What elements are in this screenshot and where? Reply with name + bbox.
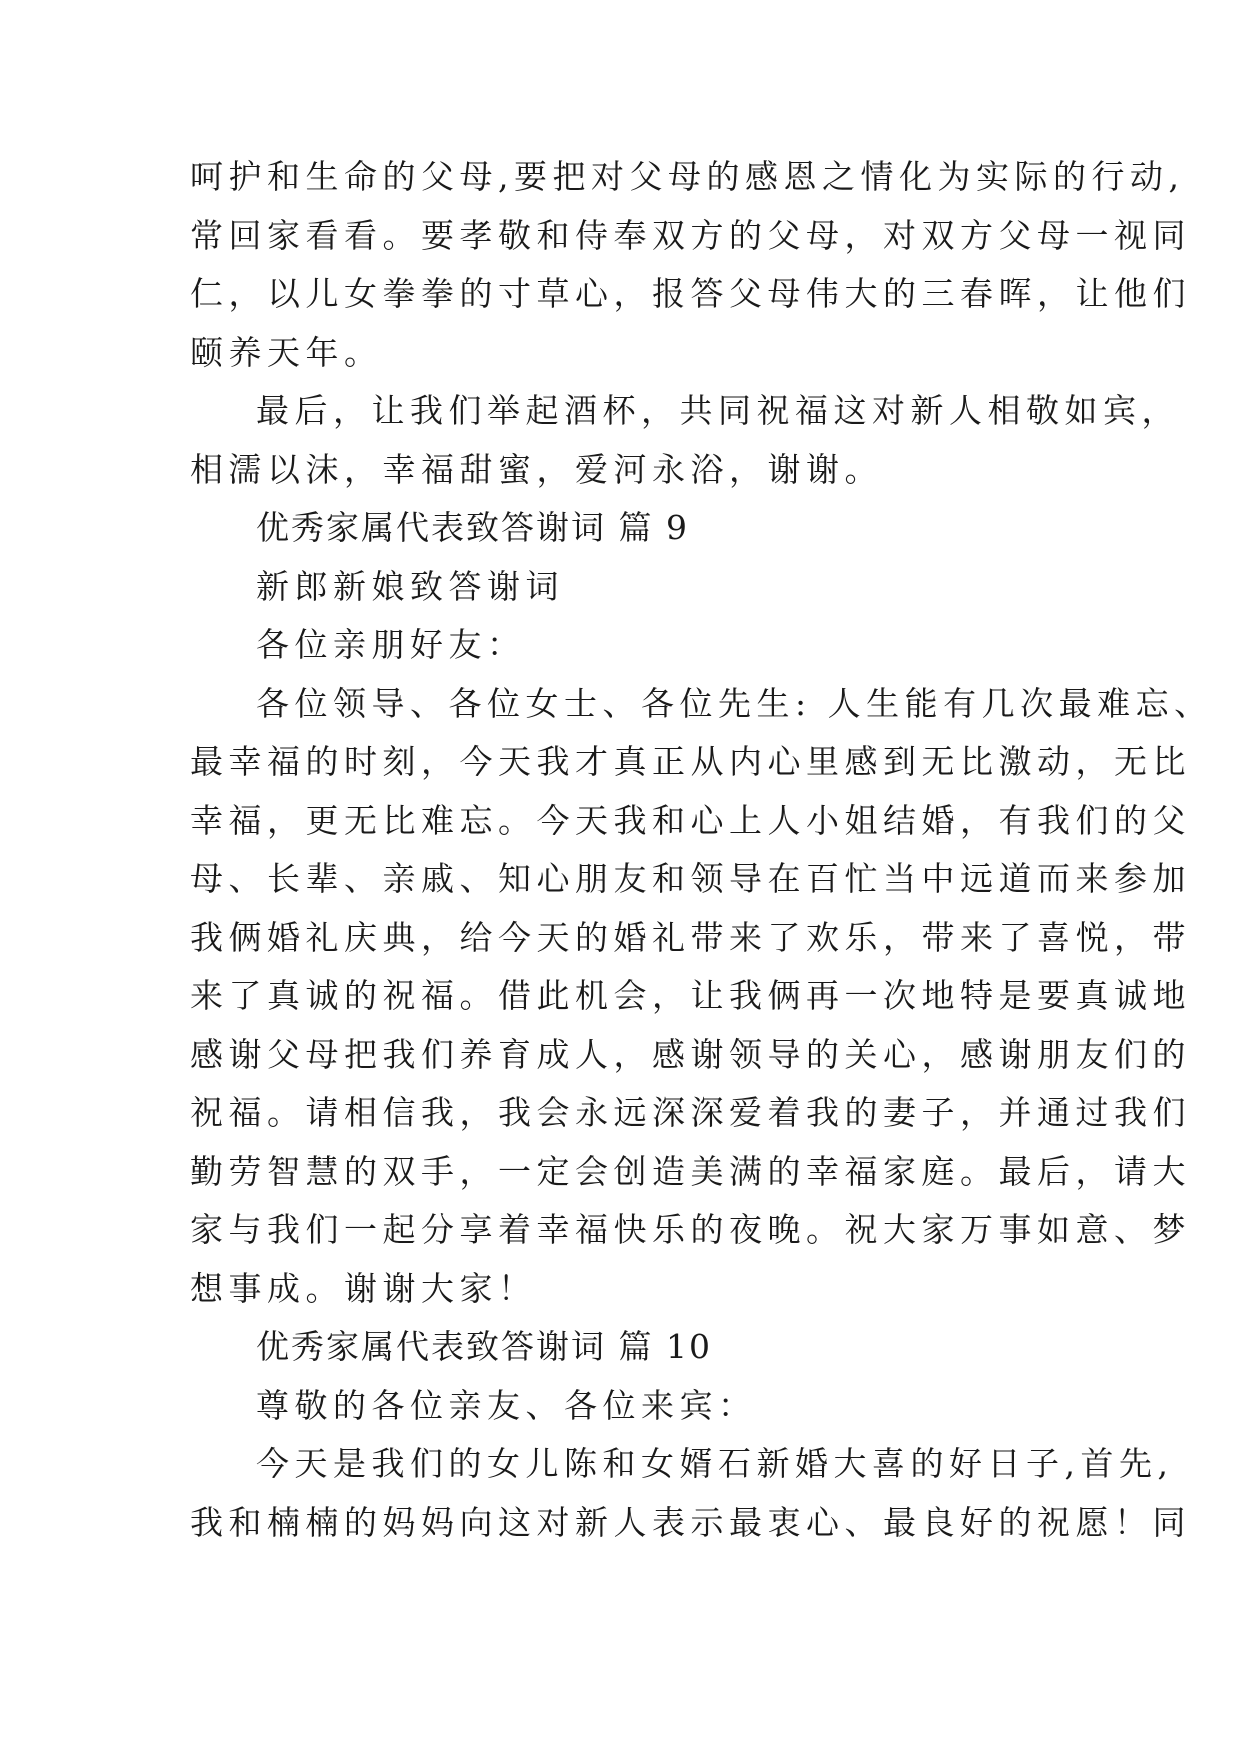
text-line: 尊敬的各位亲友、各位来宾： bbox=[256, 1385, 757, 1425]
document-body bbox=[190, 148, 1213, 1552]
text-line: 来了真诚的祝福。借此机会，让我俩再一次地特是要真诚地 bbox=[190, 976, 1191, 1015]
text-line: 想事成。谢谢大家！ bbox=[190, 1268, 537, 1308]
text-line: 家与我们一起分享着幸福快乐的夜晚。祝大家万事如意、梦 bbox=[190, 1210, 1191, 1249]
text-line: 仁，以儿女拳拳的寸草心，报答父母伟大的三春晖，让他们 bbox=[190, 274, 1191, 313]
text-line: 幸福，更无比难忘。今天我和心上人小姐结婚，有我们的父 bbox=[190, 800, 1191, 840]
text-line: 各位领导、各位女士、各位先生: 人生能有几次最难忘、 bbox=[256, 683, 1213, 723]
text-line: 今天是我们的女儿陈和女婿石新婚大喜的好日子,首先, bbox=[256, 1444, 1174, 1483]
text-line: 最后，让我们举起酒杯，共同祝福这对新人相敬如宾， bbox=[256, 391, 1180, 430]
text-line: 呵护和生命的父母,要把对父母的感恩之情化为实际的行动, bbox=[190, 157, 1185, 196]
text-line: 最幸福的时刻，今天我才真正从内心里感到无比激动，无比 bbox=[190, 742, 1191, 781]
text-line: 我俩婚礼庆典，给今天的婚礼带来了欢乐，带来了喜悦，带 bbox=[190, 917, 1191, 957]
section-heading: 优秀家属代表致答谢词 篇 9 bbox=[256, 508, 689, 547]
text-line: 相濡以沫，幸福甜蜜，爱河永浴，谢谢。 bbox=[190, 449, 883, 489]
text-line: 勤劳智慧的双手，一定会创造美满的幸福家庭。最后，请大 bbox=[190, 1151, 1191, 1191]
text-line: 感谢父母把我们养育成人，感谢领导的关心，感谢朋友们的 bbox=[190, 1034, 1191, 1074]
text-line: 常回家看看。要孝敬和侍奉双方的父母，对双方父母一视同 bbox=[190, 215, 1191, 255]
text-line: 颐养天年。 bbox=[190, 332, 383, 372]
text-line: 母、长辈、亲戚、知心朋友和领导在百忙当中远道而来参加 bbox=[190, 859, 1191, 898]
section-heading: 优秀家属代表致答谢词 篇 10 bbox=[256, 1327, 712, 1366]
text-line: 新郎新娘致答谢词 bbox=[256, 566, 564, 606]
text-line: 我和楠楠的妈妈向这对新人表示最衷心、最良好的祝愿！同 bbox=[190, 1502, 1191, 1542]
text-line: 各位亲朋好友： bbox=[256, 625, 526, 664]
text-line: 祝福。请相信我，我会永远深深爱着我的妻子，并通过我们 bbox=[190, 1093, 1191, 1132]
